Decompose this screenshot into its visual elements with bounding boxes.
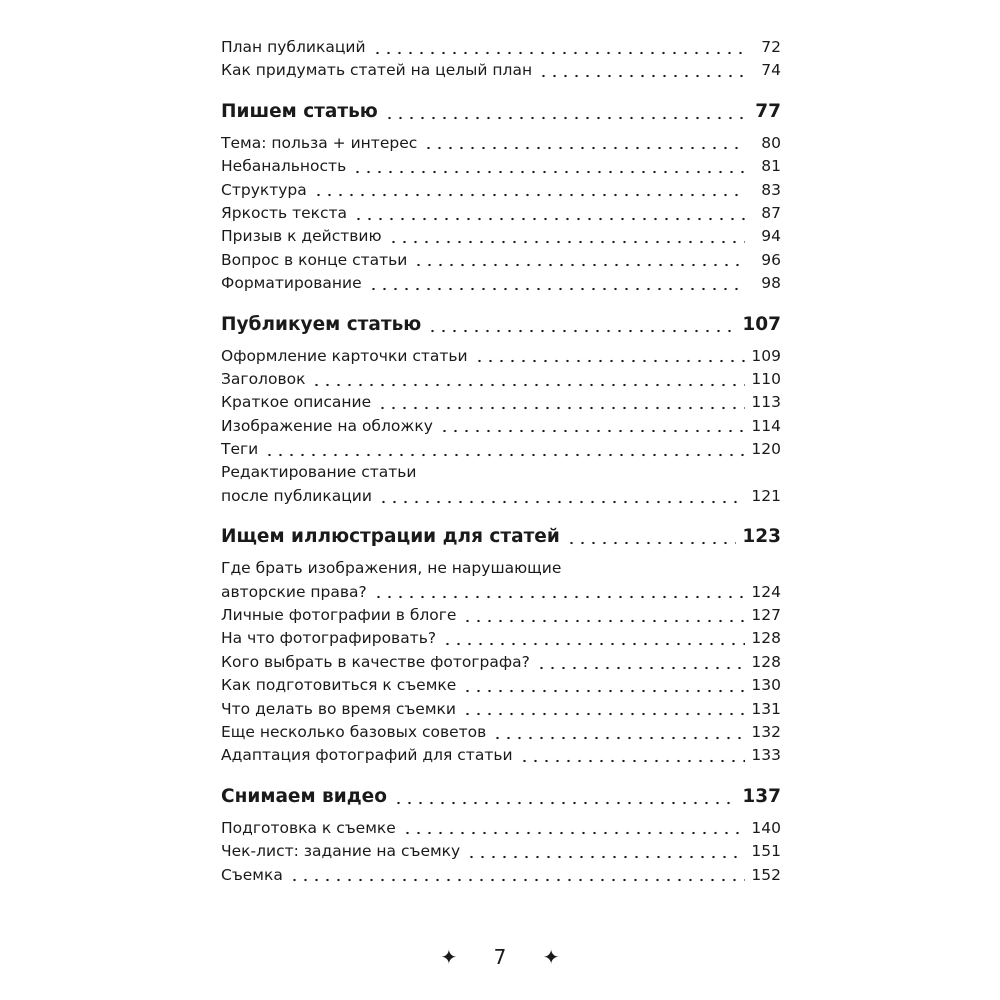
toc-entry bbox=[221, 581, 781, 604]
entry-title: Адаптация фотографий для статьи bbox=[221, 746, 513, 765]
toc-chapter bbox=[221, 781, 781, 813]
entry-title: Еще несколько базовых советов bbox=[221, 722, 487, 741]
entry-title: Краткое описание bbox=[221, 393, 372, 412]
entry-title: Призыв к действию bbox=[221, 227, 382, 246]
dot-leader bbox=[264, 453, 745, 457]
page-ref: 81 bbox=[761, 157, 781, 176]
entry-title: На что фотографировать? bbox=[221, 629, 437, 648]
dot-leader bbox=[439, 429, 745, 433]
table-of-contents bbox=[221, 36, 781, 887]
page-ref: 113 bbox=[751, 393, 781, 412]
dot-leader bbox=[373, 595, 745, 599]
dot-leader bbox=[372, 51, 745, 55]
toc-entry bbox=[221, 345, 781, 368]
entry-title: Форматирование bbox=[221, 274, 362, 293]
entry-title: авторские права? bbox=[221, 582, 367, 601]
page-ref: 137 bbox=[742, 785, 781, 807]
dot-leader bbox=[492, 736, 745, 740]
page-ref: 120 bbox=[751, 440, 781, 459]
page-footer bbox=[0, 940, 1000, 972]
page-ref: 96 bbox=[761, 250, 781, 269]
toc-entry bbox=[221, 864, 781, 887]
page-ref: 123 bbox=[742, 526, 781, 548]
entry-title: Личные фотографии в блоге bbox=[221, 606, 457, 625]
dot-leader bbox=[311, 383, 745, 387]
entry-title: Подготовка к съемке bbox=[221, 818, 396, 837]
toc-entry bbox=[221, 461, 781, 484]
page-ref: 94 bbox=[761, 227, 781, 246]
toc-entry bbox=[221, 651, 781, 674]
dot-leader bbox=[462, 712, 745, 716]
page-ref: 87 bbox=[761, 203, 781, 222]
toc-entry bbox=[221, 557, 781, 580]
entry-title: Оформление карточки статьи bbox=[221, 346, 468, 365]
chapter-title: Публикуем статью bbox=[221, 313, 422, 335]
entry-title: Небанальность bbox=[221, 157, 347, 176]
dot-leader bbox=[388, 240, 745, 244]
page-ref: 110 bbox=[751, 369, 781, 388]
toc-entry bbox=[221, 391, 781, 414]
dot-leader bbox=[313, 193, 745, 197]
entry-title: Как подготовиться к съемке bbox=[221, 676, 457, 695]
page-ref: 83 bbox=[761, 180, 781, 199]
toc-entry bbox=[221, 485, 781, 508]
toc-entry bbox=[221, 627, 781, 650]
toc-entry bbox=[221, 368, 781, 391]
dot-leader bbox=[536, 666, 745, 670]
toc-entry bbox=[221, 604, 781, 627]
dot-leader bbox=[462, 689, 745, 693]
toc-entry bbox=[221, 721, 781, 744]
dot-leader bbox=[474, 359, 745, 363]
page-ref: 127 bbox=[751, 606, 781, 625]
toc-entry bbox=[221, 155, 781, 178]
toc-entry bbox=[221, 698, 781, 721]
dot-leader bbox=[384, 116, 745, 120]
entry-title: План публикаций bbox=[221, 38, 366, 56]
page-ref: 107 bbox=[742, 313, 781, 335]
dot-leader bbox=[353, 217, 745, 221]
dot-leader bbox=[427, 329, 736, 333]
toc-entry bbox=[221, 840, 781, 863]
page-ref: 114 bbox=[751, 416, 781, 435]
toc-chapter bbox=[221, 96, 781, 128]
entry-title: Яркость текста bbox=[221, 203, 348, 222]
page-ref: 130 bbox=[751, 676, 781, 695]
entry-title: Как придумать статей на целый план bbox=[221, 61, 533, 80]
toc-entry bbox=[221, 179, 781, 202]
toc-entry bbox=[221, 225, 781, 248]
dot-leader bbox=[368, 287, 745, 291]
entry-title: Структура bbox=[221, 180, 307, 199]
toc-chapter bbox=[221, 309, 781, 341]
page-ref: 98 bbox=[761, 274, 781, 293]
toc-entry bbox=[221, 674, 781, 697]
toc-entry bbox=[221, 817, 781, 840]
toc-entry bbox=[221, 202, 781, 225]
dot-leader bbox=[402, 831, 745, 835]
dot-leader bbox=[423, 146, 745, 150]
entry-title: Вопрос в конце статьи bbox=[221, 250, 408, 269]
entry-title: Теги bbox=[221, 440, 259, 459]
page-ref: 151 bbox=[751, 842, 781, 861]
toc-entry bbox=[221, 59, 781, 82]
dot-leader bbox=[462, 619, 745, 623]
dot-leader bbox=[413, 263, 745, 267]
page-ref: 109 bbox=[751, 346, 781, 365]
page-ref: 128 bbox=[751, 629, 781, 648]
page-ref: 131 bbox=[751, 699, 781, 718]
dot-leader bbox=[289, 878, 745, 882]
dot-leader bbox=[442, 642, 745, 646]
chapter-title: Ищем иллюстрации для статей bbox=[221, 526, 560, 548]
page-number: 7 bbox=[493, 944, 507, 969]
entry-title: Что делать во время съемки bbox=[221, 699, 456, 718]
page-ref: 80 bbox=[761, 133, 781, 152]
page-ref: 121 bbox=[751, 486, 781, 505]
entry-title: после публикации bbox=[221, 486, 372, 505]
toc-entry bbox=[221, 272, 781, 295]
page-ref: 140 bbox=[751, 818, 781, 837]
page-ref: 152 bbox=[751, 865, 781, 884]
page-ref: 132 bbox=[751, 722, 781, 741]
dot-leader bbox=[566, 541, 737, 545]
chapter-title: Снимаем видео bbox=[221, 785, 387, 807]
entry-title: Чек-лист: задание на съемку bbox=[221, 842, 461, 861]
toc-entry bbox=[221, 36, 781, 59]
toc-entry bbox=[221, 415, 781, 438]
entry-title: Редактирование статьи bbox=[221, 463, 417, 482]
star-ornament-icon: ✦ bbox=[440, 944, 458, 969]
page-ref: 77 bbox=[755, 100, 781, 122]
entry-title: Где брать изображения, не нарушающие bbox=[221, 559, 562, 578]
page-ref: 72 bbox=[761, 38, 781, 56]
page-ref: 133 bbox=[751, 746, 781, 765]
chapter-title: Пишем статью bbox=[221, 100, 378, 122]
toc-entry bbox=[221, 249, 781, 272]
dot-leader bbox=[378, 500, 745, 504]
toc-entry bbox=[221, 132, 781, 155]
dot-leader bbox=[393, 801, 736, 805]
page-ref: 128 bbox=[751, 652, 781, 671]
entry-title: Заголовок bbox=[221, 369, 306, 388]
entry-title: Кого выбрать в качестве фотографа? bbox=[221, 652, 530, 671]
dot-leader bbox=[519, 759, 745, 763]
star-ornament-icon: ✦ bbox=[542, 944, 560, 969]
page-ref: 74 bbox=[761, 61, 781, 80]
entry-title: Тема: польза + интерес bbox=[221, 133, 418, 152]
entry-title: Изображение на обложку bbox=[221, 416, 433, 435]
dot-leader bbox=[538, 74, 745, 78]
dot-leader bbox=[352, 170, 745, 174]
toc-entry bbox=[221, 438, 781, 461]
entry-title: Съемка bbox=[221, 865, 283, 884]
toc-chapter bbox=[221, 521, 781, 553]
dot-leader bbox=[466, 855, 745, 859]
dot-leader bbox=[377, 406, 745, 410]
toc-entry bbox=[221, 744, 781, 767]
page-ref: 124 bbox=[751, 582, 781, 601]
